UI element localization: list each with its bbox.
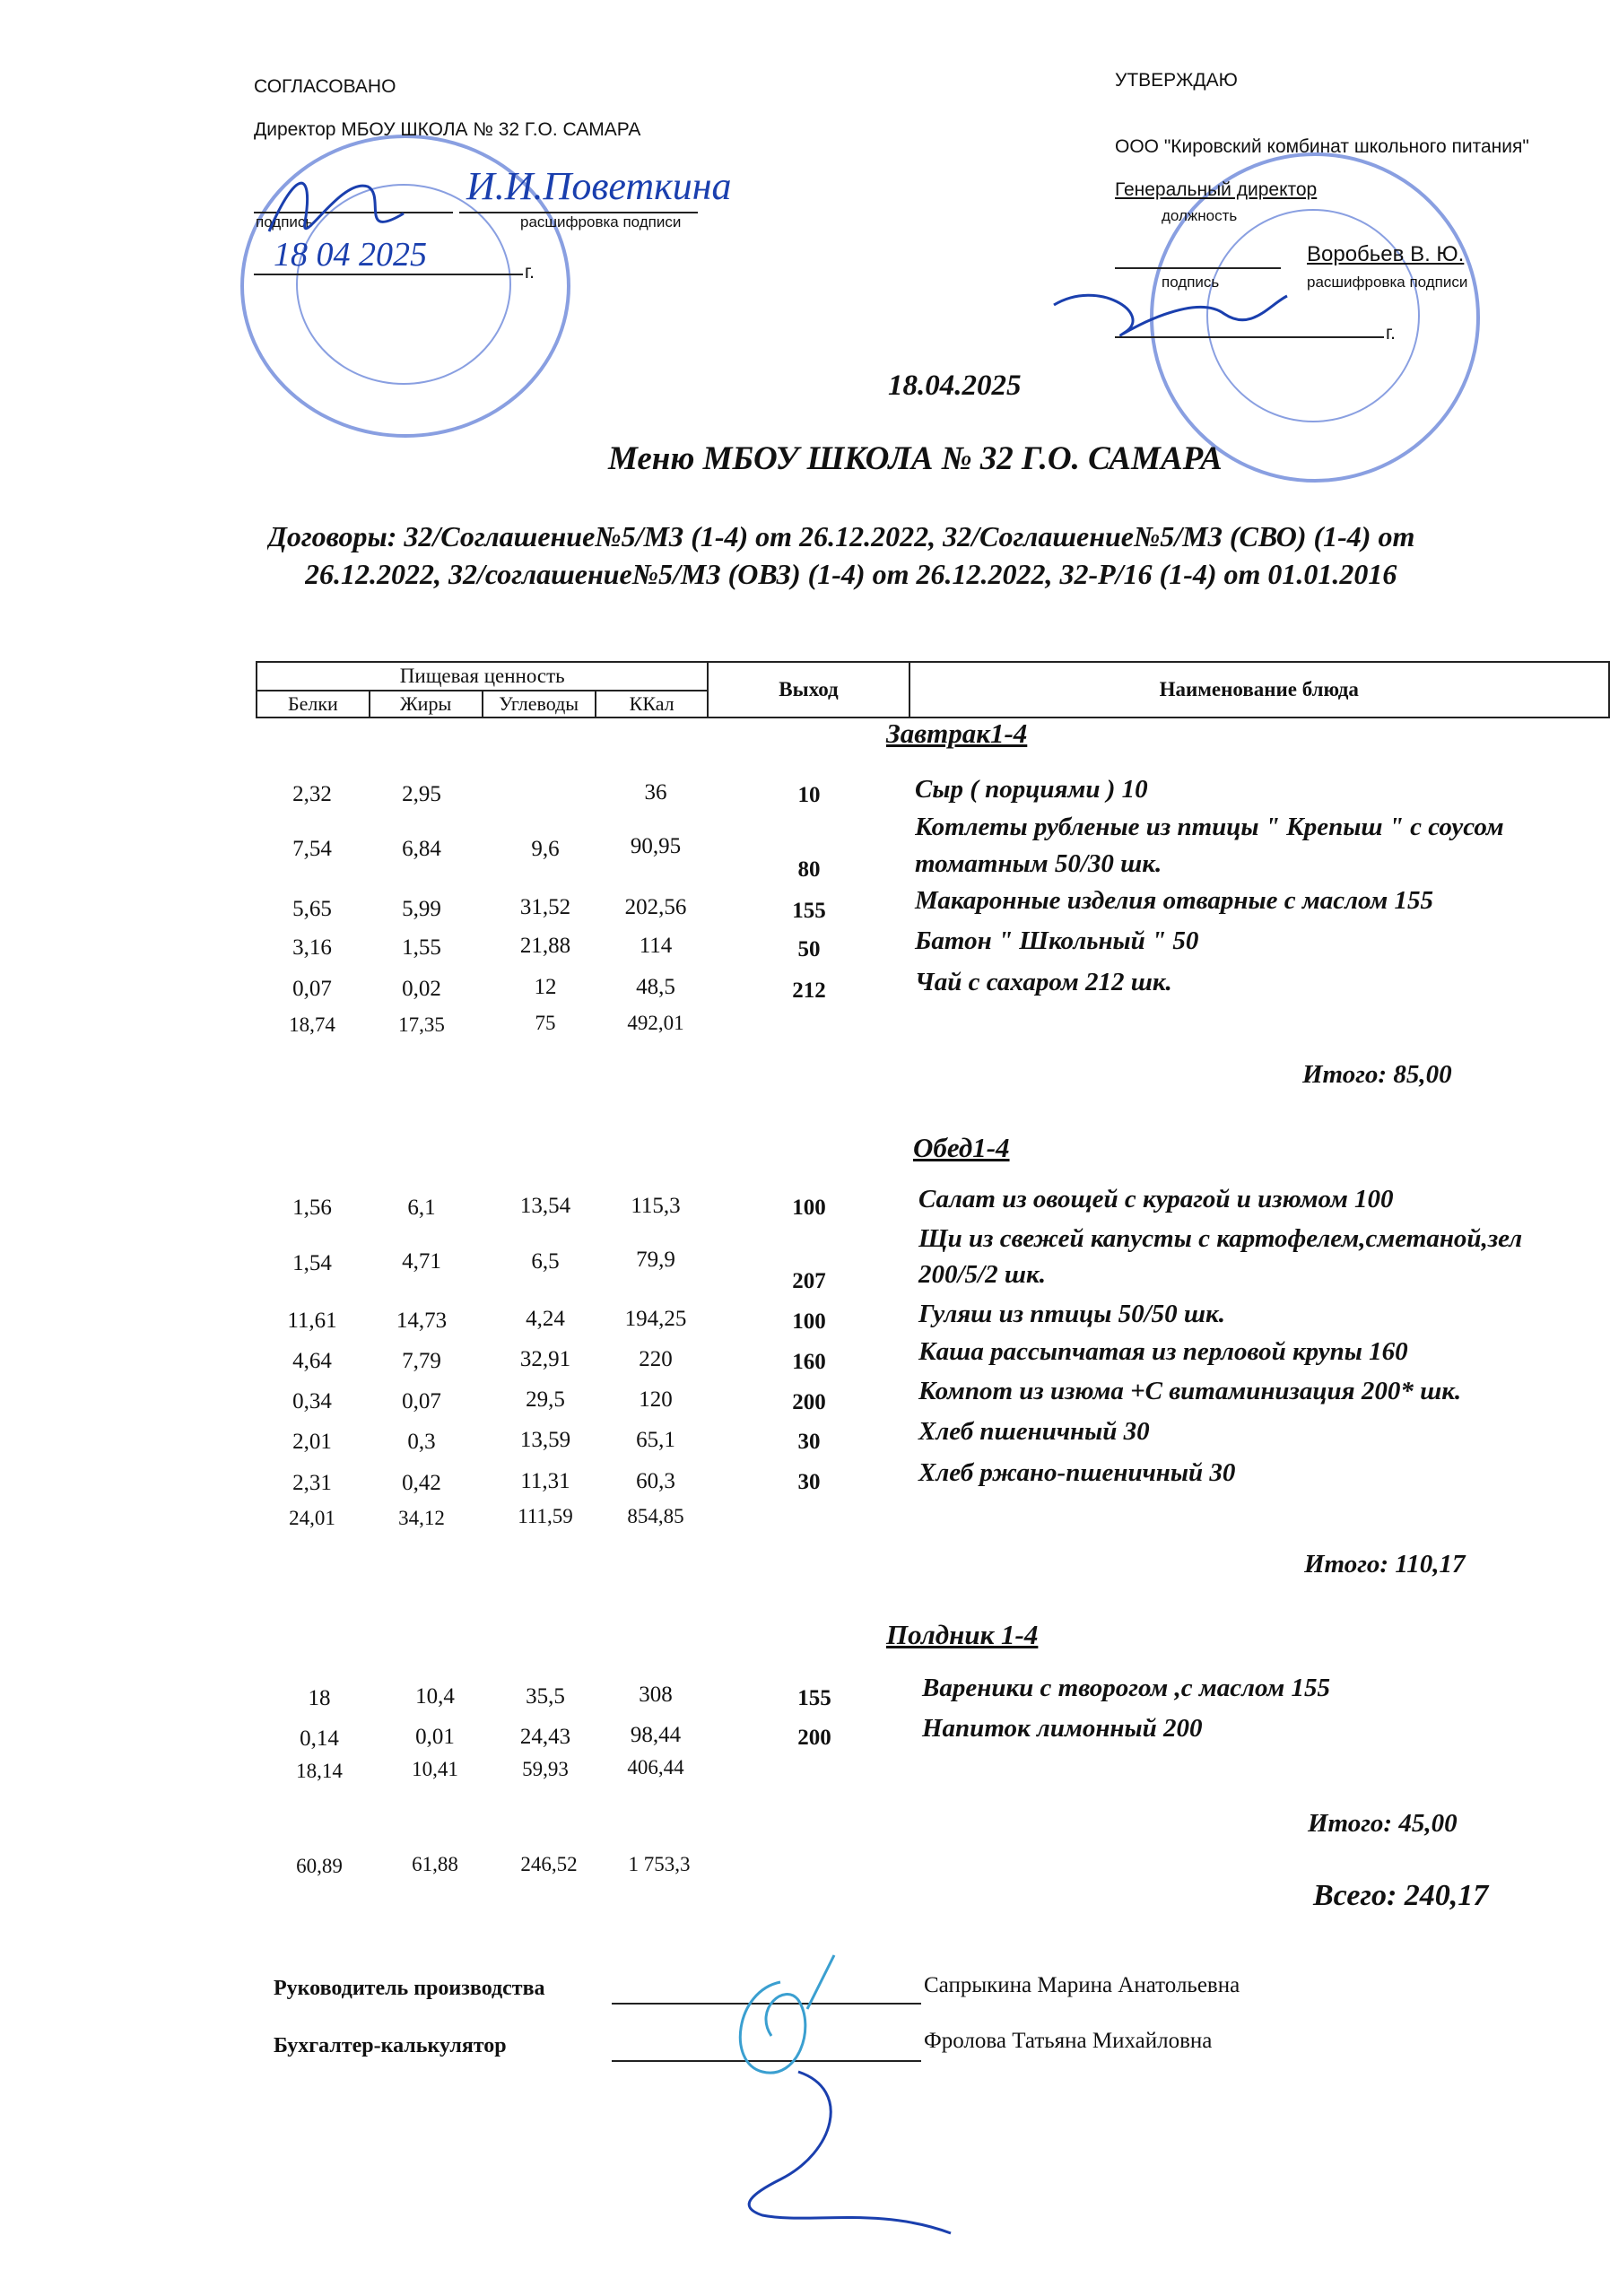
section-title-lunch: Обед1-4 bbox=[913, 1132, 1010, 1163]
left-year-suffix: г. bbox=[525, 262, 535, 283]
left-handwritten-name: И.И.Поветкина bbox=[466, 164, 732, 208]
left-decoding-caption: расшифровка подписи bbox=[520, 213, 682, 230]
director-name: Воробьев В. Ю. bbox=[1307, 242, 1465, 266]
right-signature-caption: подпись bbox=[1162, 274, 1220, 291]
production-manager-role: Руководитель производства bbox=[274, 1977, 545, 2000]
right-year-suffix: г. bbox=[1386, 323, 1396, 344]
carbs-header: Углеводы bbox=[483, 691, 596, 718]
accountant-role: Бухгалтер-калькулятор bbox=[274, 2034, 507, 2057]
director-line: Директор МБОУ ШКОЛА № 32 Г.О. САМАРА bbox=[254, 119, 641, 140]
fat-header: Жиры bbox=[370, 691, 483, 718]
menu-title: Меню МБОУ ШКОЛА № 32 Г.О. САМАРА bbox=[608, 440, 1223, 477]
nutrition-header: Пищевая ценность bbox=[257, 662, 708, 691]
left-handwritten-date: 18 04 2025 bbox=[274, 236, 427, 274]
lunch-total: Итого: 110,17 bbox=[1304, 1550, 1466, 1578]
left-signature-caption: подпись bbox=[256, 213, 314, 230]
accountant-name: Фролова Татьяна Михайловна bbox=[924, 2029, 1213, 2053]
position-caption: должность bbox=[1162, 207, 1238, 224]
approved-label: СОГЛАСОВАНО bbox=[254, 76, 396, 97]
snack-total: Итого: 45,00 bbox=[1308, 1809, 1458, 1838]
contracts-line-1: Договоры: 32/Соглашение№5/МЗ (1-4) от 26.12.2022, 32/Соглашение№5/МЗ (СВО) (1-4) от bbox=[267, 520, 1415, 552]
breakfast-total: Итого: 85,00 bbox=[1302, 1060, 1452, 1089]
yield-header: Выход bbox=[708, 662, 909, 718]
grand-total: Всего: 240,17 bbox=[1313, 1879, 1489, 1912]
right-signature-scribble bbox=[1045, 260, 1296, 368]
kcal-header: ККал bbox=[596, 691, 709, 718]
approve-label: УТВЕРЖДАЮ bbox=[1115, 70, 1238, 91]
protein-header: Белки bbox=[257, 691, 370, 718]
menu-table-header bbox=[256, 661, 1610, 718]
position-title: Генеральный директор bbox=[1115, 179, 1318, 200]
company-name: ООО "Кировский комбинат школьного питания" bbox=[1115, 136, 1529, 157]
section-title-breakfast: Завтрак1-4 bbox=[886, 718, 1028, 749]
handwritten-signature bbox=[700, 1937, 969, 2260]
section-title-snack: Полдник 1-4 bbox=[886, 1619, 1039, 1650]
menu-date: 18.04.2025 bbox=[888, 370, 1022, 402]
dish-name-header: Наименование блюда bbox=[909, 662, 1609, 718]
right-decoding-caption: расшифровка подписи bbox=[1307, 274, 1468, 291]
contracts-line-2: 26.12.2022, 32/соглашение№5/МЗ (ОВЗ) (1-4) от 26.12.2022, 32-Р/16 (1-4) от 01.01.2016 bbox=[305, 558, 1397, 590]
production-manager-name: Сапрыкина Марина Анатольевна bbox=[924, 1973, 1240, 1997]
